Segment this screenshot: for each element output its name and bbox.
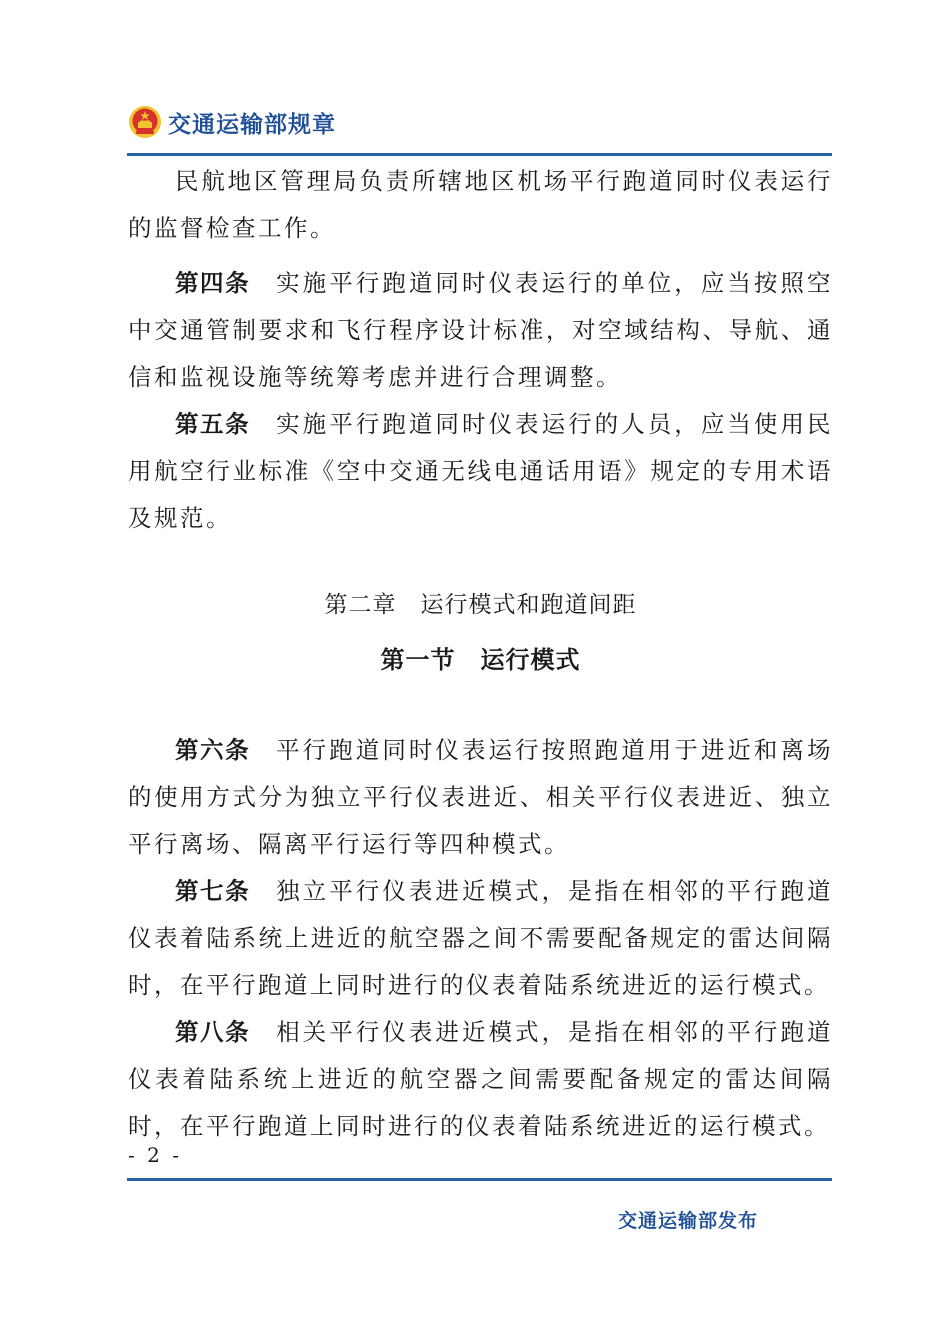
article-label: 第八条 [175,1018,251,1046]
paragraph [128,260,833,401]
paragraph [128,158,833,252]
paragraph-text: 相关平行仪表进近模式，是指在相邻的平行跑道仪表着陆系统上进近的航空器之间需要配备规定的雷达间隔时，在平行跑道上同时进行的仪表着陆系统进近的运行模式。 [128,1018,834,1140]
body-top [128,158,833,542]
national-emblem-icon [128,105,162,139]
footer-publisher: 交通运输部发布 [618,1210,759,1232]
header-divider [127,153,832,156]
paragraph-text: 实施平行跑道同时仪表运行的人员，应当使用民用航空行业标准《空中交通无线电通话用语》规定的专用术语及规范。 [128,410,834,532]
paragraph-text: 民航地区管理局负责所辖地区机场平行跑道同时仪表运行的监督检查工作。 [128,167,833,242]
paragraph-text: 独立平行仪表进近模式，是指在相邻的平行跑道仪表着陆系统上进近的航空器之间不需要配备规定的雷达间隔时，在平行跑道上同时进行的仪表着陆系统进近的运行模式。 [128,877,834,999]
paragraph [128,401,833,542]
paragraph [128,727,833,868]
body-bottom [128,727,833,1150]
header-title: 交通运输部规章 [168,111,336,138]
article-label: 第四条 [175,269,251,297]
section-heading: 第一节 运行模式 [380,646,581,674]
paragraph-text: 实施平行跑道同时仪表运行的单位，应当按照空中交通管制要求和飞行程序设计标准，对空域结构、导航、通信和监视设施等统筹考虑并进行合理调整。 [128,269,834,391]
paragraph [128,1009,833,1150]
chapter-heading: 第二章 运行模式和跑道间距 [324,592,637,618]
paragraph [128,868,833,1009]
footer-divider [127,1178,832,1181]
article-label: 第五条 [175,410,251,438]
paragraph-text: 平行跑道同时仪表运行按照跑道用于进近和离场的使用方式分为独立平行仪表进近、相关平行仪表进近、独立平行离场、隔离平行运行等四种模式。 [128,736,834,858]
page-header [128,102,336,142]
page-number: - 2 - [128,1143,182,1167]
article-label: 第七条 [175,877,251,905]
article-label: 第六条 [175,736,251,764]
